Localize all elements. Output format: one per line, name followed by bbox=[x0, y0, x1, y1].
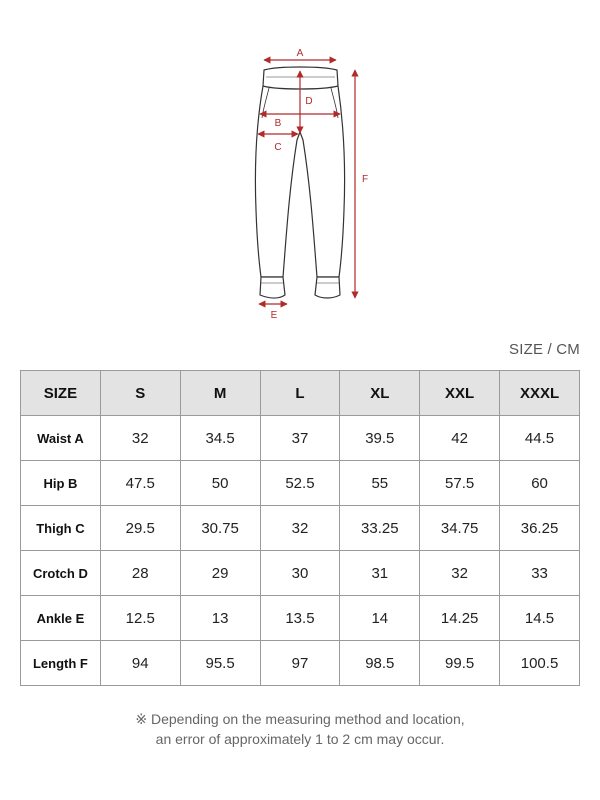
table-cell: 13 bbox=[180, 596, 260, 641]
table-cell: 44.5 bbox=[500, 416, 580, 461]
size-chart-table bbox=[20, 370, 580, 686]
measurement-disclaimer bbox=[0, 709, 600, 749]
table-row-crotch bbox=[21, 551, 580, 596]
label-f: F bbox=[361, 174, 369, 185]
table-row-waist bbox=[21, 416, 580, 461]
row-label: Crotch D bbox=[21, 551, 101, 596]
table-cell: 30 bbox=[260, 551, 340, 596]
table-cell: 31 bbox=[340, 551, 420, 596]
table-cell: 32 bbox=[260, 506, 340, 551]
table-row-length bbox=[21, 641, 580, 686]
table-cell: 47.5 bbox=[100, 461, 180, 506]
table-cell: 29.5 bbox=[100, 506, 180, 551]
table-cell: 60 bbox=[500, 461, 580, 506]
table-cell: 50 bbox=[180, 461, 260, 506]
table-cell: 97 bbox=[260, 641, 340, 686]
row-label: Waist A bbox=[21, 416, 101, 461]
label-c: C bbox=[274, 142, 282, 153]
header-cell-xl: XL bbox=[340, 371, 420, 416]
table-cell: 33 bbox=[500, 551, 580, 596]
table-cell: 100.5 bbox=[500, 641, 580, 686]
table-cell: 39.5 bbox=[340, 416, 420, 461]
table-cell: 57.5 bbox=[420, 461, 500, 506]
row-label: Hip B bbox=[21, 461, 101, 506]
disclaimer-line-1: ※ Depending on the measuring method and location, bbox=[135, 711, 465, 727]
table-cell: 34.75 bbox=[420, 506, 500, 551]
table-cell: 32 bbox=[100, 416, 180, 461]
table-cell: 98.5 bbox=[340, 641, 420, 686]
table-cell: 14.5 bbox=[500, 596, 580, 641]
pants-measurement-diagram bbox=[0, 0, 600, 330]
label-e: E bbox=[270, 310, 278, 321]
table-cell: 34.5 bbox=[180, 416, 260, 461]
header-cell-l: L bbox=[260, 371, 340, 416]
header-cell-m: M bbox=[180, 371, 260, 416]
header-cell-s: S bbox=[100, 371, 180, 416]
table-cell: 37 bbox=[260, 416, 340, 461]
table-cell: 14.25 bbox=[420, 596, 500, 641]
disclaimer-line-2: an error of approximately 1 to 2 cm may occur. bbox=[155, 731, 445, 747]
table-cell: 33.25 bbox=[340, 506, 420, 551]
table-cell: 12.5 bbox=[100, 596, 180, 641]
table-cell: 94 bbox=[100, 641, 180, 686]
table-cell: 28 bbox=[100, 551, 180, 596]
header-cell-xxl: XXL bbox=[420, 371, 500, 416]
table-cell: 55 bbox=[340, 461, 420, 506]
unit-note: SIZE / CM bbox=[509, 341, 580, 358]
table-cell: 29 bbox=[180, 551, 260, 596]
table-cell: 95.5 bbox=[180, 641, 260, 686]
label-b: B bbox=[274, 118, 282, 129]
table-cell: 14 bbox=[340, 596, 420, 641]
table-cell: 52.5 bbox=[260, 461, 340, 506]
row-label: Ankle E bbox=[21, 596, 101, 641]
table-row-ankle bbox=[21, 596, 580, 641]
table-cell: 99.5 bbox=[420, 641, 500, 686]
label-a: A bbox=[296, 48, 304, 59]
header-cell-xxxl: XXXL bbox=[500, 371, 580, 416]
table-header-row bbox=[21, 371, 580, 416]
pants-illustration bbox=[0, 0, 600, 330]
table-row-thigh bbox=[21, 506, 580, 551]
table-row-hip bbox=[21, 461, 580, 506]
label-d: D bbox=[305, 96, 313, 107]
row-label: Length F bbox=[21, 641, 101, 686]
table-cell: 13.5 bbox=[260, 596, 340, 641]
table-cell: 42 bbox=[420, 416, 500, 461]
header-cell-size: SIZE bbox=[21, 371, 101, 416]
table-cell: 30.75 bbox=[180, 506, 260, 551]
row-label: Thigh C bbox=[21, 506, 101, 551]
table-cell: 36.25 bbox=[500, 506, 580, 551]
table-cell: 32 bbox=[420, 551, 500, 596]
